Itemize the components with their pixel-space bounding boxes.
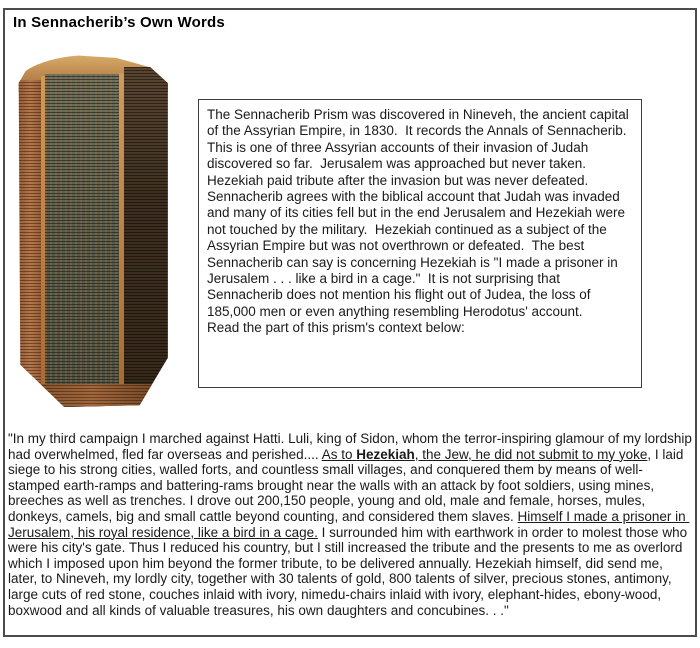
page-frame [3, 8, 697, 637]
quote-segment: As to [321, 446, 357, 462]
prism-photo [14, 55, 171, 407]
info-box-paragraph: The Sennacherib Prism was discovered in Nineveh, the ancient capital of the Assyrian Empire, in 1830. It records the Annals of Sennacherib. This is one of three Assyrian accounts of their invasion of Judah discovered so far. Jerusalem was approached but never taken. Hezekiah paid tribute after the invasion but was never defeated. Sennacherib agrees with the biblical account that Judah was invaded and many of its cities fell but in the end Jerusalem and Hezekiah were not touched by the military. Hezekiah continued as a subject of the Assyrian Empire but was not overthrown or defeated. The best Sennacherib can say is concerning Hezekiah is "I made a prisoner in Jerusalem . . . like a bird in a cage." It is not surprising that Sennacherib does not mention his flight out of Judea, the loss of 185,000 men or even anything resembling Herodotus' account. [207, 107, 634, 319]
prism-left-face [14, 80, 41, 407]
quote-segment: Hezekiah [356, 446, 415, 462]
page-title: In Sennacherib’s Own Words [13, 14, 225, 31]
prism-right-face [124, 67, 171, 407]
quote-paragraph [8, 431, 694, 618]
quote-segment: "In my third campaign I marched against Hatti. Luli, king of Sidon, whom the terror-inspiring glamour of my lordship had overwhelmed, fled far overseas and perished.... [8, 431, 696, 462]
quote-segment: , the Jew, he did not submit to my yoke [414, 446, 648, 462]
info-box-call-to-action: Read the part of this prism's context below: [207, 320, 465, 336]
quote-segment: , I laid siege to his strong cities, walled forts, and countless small villages, and conquered them by means of well-stamped earth-ramps and battering-rams brought near the walls with an attack by foot soldiers, using mines, breeches as well as trenches. I drove out 200,150 people, young and old, male and female, horses, mules, donkeys, camels, big and small cattle beyond counting, and considered them slaves. [8, 446, 688, 524]
quote-segment: I surrounded him with earthwork in order to molest those who were his city's gate. Thus I reduced his country, but I still increased the tribute and the presents to me as overlord which I imposed upon him beyond the former tribute, to be delivered annually. Hezekiah himself, did send me, later, to Nineveh, my lordly city, together with 30 talents of gold, 800 talents of silver, precious stones, antimony, large cuts of red stone, couches inlaid with ivory, nimedu-chairs inlaid with ivory, elephant-hides, ebony-wood, boxwood and all kinds of valuable treasures, his own daughters and concubines. . ." [8, 524, 691, 618]
quote-segment: Himself I made a prisoner in Jerusalem, his royal residence, like a bird in a cage. [8, 508, 690, 540]
prism-center-face [45, 74, 119, 407]
info-box [198, 99, 642, 388]
prism-base-rim [14, 384, 171, 407]
